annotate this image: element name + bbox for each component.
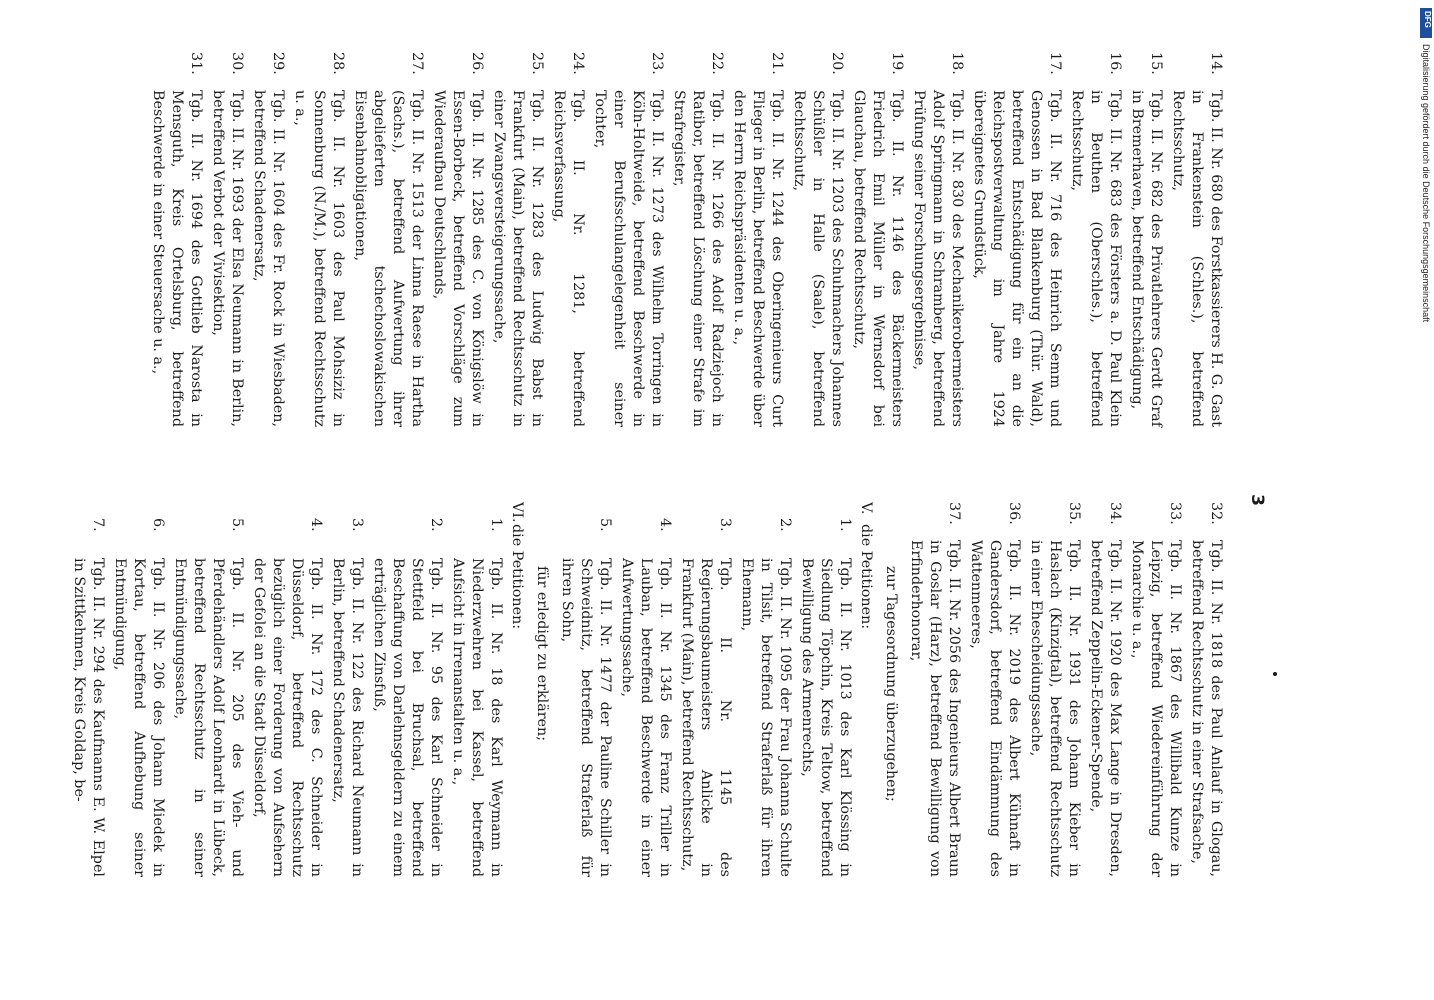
petition-entry: [557, 502, 614, 877]
entry-text: Tgb. II. Nr. 683 des Försters a. D. Paul Klein in Beuthen (Oberschles.), betreffend Rechtsschutz,: [1069, 90, 1123, 427]
entry-number: 24.: [570, 52, 586, 75]
left-column: [145, 52, 1225, 427]
dfg-logo-text: DFG: [1423, 11, 1432, 28]
entry-number: 6.: [150, 518, 166, 532]
section-vi-label: die Petitionen:: [509, 524, 525, 630]
entry-number: 20.: [829, 52, 845, 75]
section-v-label: die Petitionen:: [858, 524, 874, 630]
entry-number: 5.: [229, 518, 245, 532]
section-v-heading: [856, 502, 875, 877]
entry-number: 31.: [188, 52, 204, 75]
petition-entry: [110, 502, 167, 877]
section-v-number: V.: [858, 502, 874, 515]
entry-text: Tgb. II. Nr. 1694 des Gottlieb Narosta in Mensguth, Kreis Ortelsburg, betreffend Beschwerde in einer Steuersache u. a.,: [150, 90, 204, 427]
petition-entry: [677, 502, 734, 877]
entry-number: 7.: [90, 518, 106, 532]
entry-number: 15.: [1148, 52, 1164, 75]
entry-text: Tgb. II. Nr. 95 des Karl Schneider in Stettfeld bei Bruchsal, betreffend Beschaffung von Darlehnsgeldern zu einem erträglichen Zinsfuß,: [371, 558, 444, 877]
petition-entry: [148, 52, 205, 427]
petition-entry: [1067, 52, 1124, 427]
petition-entry: [1026, 502, 1083, 877]
entry-number: 27.: [409, 52, 425, 75]
entry-text: Tgb. II. Nr. 1273 des Wilhelm Torringen in Köln-Holtweide, betreffend Beschwerde in einer Berufsschulangelegenheit seiner Tochter,: [592, 90, 665, 427]
entry-text: Tgb. II. Nr. 122 des Richard Neumann in Berlin, betreffend Schadenersatz,: [330, 558, 365, 877]
entry-text: Tgb. II. Nr. 830 des Mechanikerobermeisters Adolf Springmann in Schramberg, betreffend Prüfung seiner Forschungsergebnisse,: [911, 90, 965, 427]
entry-text: Tgb. II. Nr. 1693 der Elsa Neumann in Berlin, betreffend Verbot der Vivisektion,: [210, 90, 245, 427]
entry-text: Tgb. II. Nr. 1095 der Frau Johanna Schulte in Tilsit, betreffend Straferlaß für ihren Ehemann,: [739, 558, 793, 877]
entry-number: 29.: [270, 52, 286, 75]
petition-entry: [208, 52, 246, 427]
entry-text: Tgb. II. Nr. 1203 des Schuhmachers Johannes Schüßler in Halle (Saale), betreffend Rechtsschutz,: [791, 90, 845, 427]
entry-text: Tgb. II. Nr. 680 des Forstkassierers H. G. Gast in Frankenstein (Schles.), betreffend Rechtsschutz,: [1170, 90, 1224, 427]
petition-entry: [429, 52, 486, 427]
entry-text: Tgb. II. Nr. 1266 des Adolf Radziejoch in Ratibor, betreffend Löschung einer Strafe im Strafregister,: [671, 90, 725, 427]
petition-entry: [849, 52, 906, 427]
petition-entry: [549, 52, 587, 427]
petition-entry: [1187, 502, 1225, 877]
entry-text: Tgb. II. Nr. 2019 des Albert Kühnaft in Gandersdorf, betreffend Eindämmung des Wattenmeeres,: [968, 540, 1022, 877]
entry-text: Tgb. II. Nr. 1477 der Pauline Schiller in Schweidnitz, betreffend Straferlaß für ihren Sohn,: [559, 558, 613, 877]
entry-number: 1.: [488, 518, 504, 532]
section-v-entries: [557, 502, 854, 877]
petition-entry: [170, 502, 246, 877]
petition-entry: [1127, 502, 1184, 877]
petition-entry: [966, 502, 1023, 877]
petition-entry: [369, 502, 445, 877]
entry-text: Tgb. II. Nr. 1145 des Regierungsbaumeisters Anlicke in Frankfurt (Main), betreffend Rechtsschutz,: [679, 558, 733, 877]
entry-number: 4.: [308, 518, 324, 532]
petition-entry: [789, 52, 846, 427]
entry-number: 37.: [946, 502, 962, 525]
entry-text: Tgb. II. Nr. 1013 des Karl Klössing in Siedlung Töpchin, Kreis Teltow, betreffend Bewilligung des Armenrechts,: [799, 558, 853, 877]
petition-entry: [617, 502, 674, 877]
entry-number: 4.: [657, 518, 673, 532]
entry-text: Tgb. II. Nr. 1285 des C. von Königslöw in Essen-Borbeck, betreffend Vorschläge zum Wiederaufbau Deutschlands,: [431, 90, 485, 427]
entry-number: 17.: [1047, 52, 1063, 75]
entry-number: 21.: [769, 52, 785, 75]
entry-text: Tgb. II. Nr. 1867 des Willibald Kunze in Leipzig, betreffend Wiedereinführung der Monarchie u. a.,: [1129, 540, 1183, 877]
entry-number: 1.: [837, 518, 853, 532]
section-vi-number: VI.: [509, 502, 525, 523]
entry-text: Tgb. II. Nr. 172 des C. Schneider in Düsseldorf, betreffend Rechtsschutz bezüglich einer Forderung von Aufsehern der Gefolei an die Stadt Düsseldorf,: [251, 558, 324, 877]
entry-text: Tgb. II. Nr. 1604 des Fr. Rock in Wiesbaden, betreffend Schadenersatz,: [251, 90, 286, 427]
section-vi-entries: [69, 502, 505, 877]
credit-text: Digitalisierung gefördert durch die Deutsche Forschungsgemeinschaft: [1421, 44, 1431, 323]
entry-text: Tgb. II. Nr. 716 des Heinrich Semm und Genossen in Bad Blankenburg (Thür. Wald), betreffend Entschädigung für ein an die Reichspostverwaltung im Jahre 1924 übereignetes Grundstück,: [971, 90, 1063, 427]
entry-number: 19.: [889, 52, 905, 75]
entry-number: 3.: [717, 518, 733, 532]
petition-entry: [249, 52, 287, 427]
entry-number: 28.: [330, 52, 346, 75]
entry-number: 25.: [529, 52, 545, 75]
entry-number: 32.: [1208, 502, 1224, 525]
petition-entry: [1168, 52, 1225, 427]
entry-text: Tgb. II. Nr. 1281, betreffend Reichsverfassung,: [551, 90, 586, 427]
entry-text: Tgb. II. Nr. 1603 des Paul Mohsiziz in Sonnenburg (N./M.), betreffend Rechtsschutz u. a.,: [292, 90, 346, 427]
entry-number: 16.: [1107, 52, 1123, 75]
note-agenda: zur Tagesordnung überzugehen;: [883, 566, 899, 802]
entry-number: 14.: [1208, 52, 1224, 75]
document-page: [52, 52, 1267, 948]
petition-entry: [1086, 502, 1124, 877]
entry-text: Tgb. II. Nr. 1283 des Ludwig Babst in Frankfurt (Main), betreffend Rechtsschutz in einer Zwangsversteigerungssache,: [491, 90, 545, 427]
entry-number: 34.: [1107, 502, 1123, 525]
entry-text: Tgb. II. Nr. 1244 des Oberingenieurs Curt Flieger in Berlin, betreffend Beschwerde über den Herrn Reichspräsidenten u. a.,: [731, 90, 785, 427]
entry-text: Tgb. II. Nr. 682 des Privatlehrers Gerdt Graf in Bremerhaven, betreffend Entschädigung,: [1129, 90, 1164, 427]
entry-number: 2.: [777, 518, 793, 532]
petition-entry: [909, 52, 966, 427]
entry-number: 23.: [649, 52, 665, 75]
petition-entry: [729, 52, 786, 427]
petition-entry: [737, 502, 794, 877]
entry-text: Tgb. II. Nr. 205 des Vieh- und Pferdehändlers Adolf Leonhardt in Lübeck, betreffend Rechtsschutz in seiner Entmündigungssache,: [172, 558, 245, 877]
petition-entry: [969, 52, 1064, 427]
entry-text: Tgb. II. Nr. 1345 des Franz Triller in Lauban, betreffend Beschwerde in einer Aufwertungssache,: [619, 558, 673, 877]
entry-number: 26.: [469, 52, 485, 75]
entry-number: 36.: [1006, 502, 1022, 525]
petition-entry: [669, 52, 726, 427]
entry-number: 33.: [1167, 502, 1183, 525]
petition-entry: [290, 52, 347, 427]
entry-number: 18.: [949, 52, 965, 75]
petition-entry: [249, 502, 325, 877]
entry-number: 35.: [1066, 502, 1082, 525]
petition-entry: [328, 502, 366, 877]
entry-text: Tgb. II. Nr. 1931 des Johann Kieber in Haslach (Kinzigtal), betreffend Rechtsschutz in einer Ehescheidungssache,: [1028, 540, 1082, 877]
note-settled: für erledigt zu erklären;: [534, 566, 550, 742]
entry-number: 30.: [229, 52, 245, 75]
speck-mark: [1273, 672, 1277, 676]
entry-number: 3.: [349, 518, 365, 532]
entry-text: Tgb. II. Nr. 18 des Karl Weymann in Niederzwehren bei Kassel, betreffend Aufsicht in Irrenanstalten u. a.,: [450, 558, 504, 877]
petition-entry: [906, 502, 963, 877]
entry-text: Tgb. II. Nr. 2056 des Ingenieurs Albert Braun in Goslar (Harz), betreffend Bewilligung von Erfinderhonorar,: [908, 540, 962, 877]
petition-entry: [590, 52, 666, 427]
digitization-credit: [1418, 8, 1434, 388]
petition-entry: [448, 502, 505, 877]
right-entries: [906, 502, 1225, 877]
section-vi-heading: [507, 502, 526, 877]
petition-entry: [797, 502, 854, 877]
page-number: 3: [1247, 494, 1267, 506]
petition-entry: [69, 502, 107, 877]
entry-number: 2.: [428, 518, 444, 532]
petition-entry: [1127, 52, 1165, 427]
entry-text: Tgb. II. Nr. 1513 der Linna Raese in Hartha (Sachs.), betreffend Aufwertung ihrer abgelieferten tschechoslowakischen Eisenbahnobligationen,: [352, 90, 425, 427]
entry-number: 22.: [709, 52, 725, 75]
entry-text: Tgb. II. Nr. 1818 des Paul Anlauf in Glogau, betreffend Rechtsschutz in einer Strafsache,: [1189, 540, 1224, 877]
entry-text: Tgb. II. Nr. 206 des Johann Miedek in Kortau, betreffend Aufhebung seiner Entmündigung,: [112, 558, 166, 877]
petition-entry: [350, 52, 426, 427]
right-column: [66, 502, 1225, 877]
entry-text: Tgb. II. Nr. 1920 des Max Lange in Dresden, betreffend Zeppelin-Eckener-Spende,: [1088, 540, 1123, 877]
entry-text: Tgb. II. Nr. 294 des Kaufmanns E. W. Elpel in Szittkehmen, Kreis Goldap, be-: [71, 558, 106, 877]
entry-text: Tgb. II. Nr. 1146 des Bäckermeisters Friedrich Emil Müller in Wernsdorf bei Glauchau, betreffend Rechtsschutz,: [851, 90, 905, 427]
petition-entry: [489, 52, 546, 427]
entry-number: 5.: [597, 518, 613, 532]
